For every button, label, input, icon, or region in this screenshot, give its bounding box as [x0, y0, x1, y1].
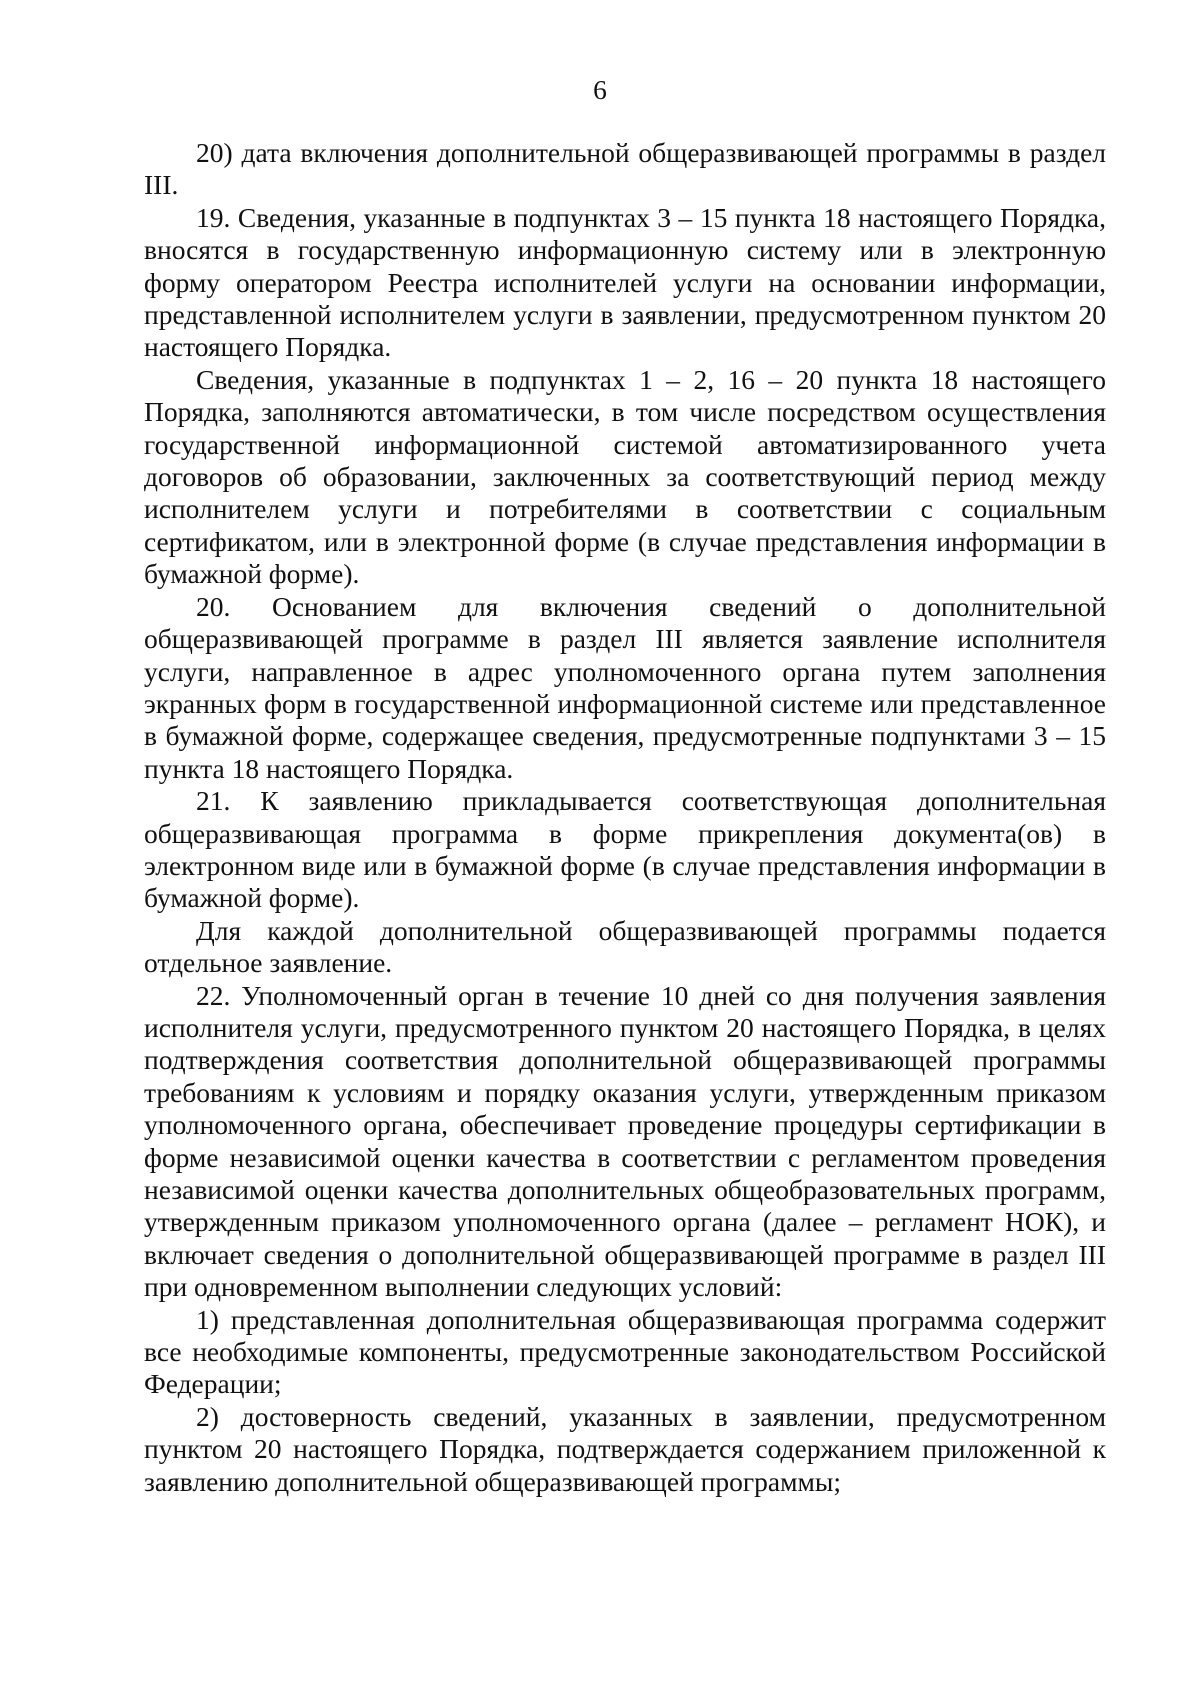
- document-body: [144, 137, 1106, 1498]
- paragraph-20: 20. Основанием для включения сведений о дополнительной общеразвивающей программе в раздел III является заявление исполнителя услуги, направленное в адрес уполномоченного органа путем заполнения экранных форм в государственной информационной системе или представленное в бумажной форме, содержащее сведения, предусмотренные подпунктами 3 – 15 пункта 18 настоящего Порядка.: [144, 590, 1106, 784]
- paragraph-item-20: 20) дата включения дополнительной общеразвивающей программы в раздел III.: [144, 137, 1106, 201]
- paragraph-19-details: Сведения, указанные в подпунктах 1 – 2, 16 – 20 пункта 18 настоящего Порядка, заполняются автоматически, в том числе посредством осуществления государственной информационной системой автоматизированного учета договоров об образовании, заключенных за соответствующий период между исполнителем услуги и потребителями в соответствии с социальным сертификатом, или в электронной форме (в случае представления информации в бумажной форме).: [144, 363, 1106, 590]
- paragraph-22-condition-2: 2) достоверность сведений, указанных в заявлении, предусмотренном пунктом 20 настоящего Порядка, подтверждается содержанием приложенной к заявлению дополнительной общеразвивающей программы;: [144, 1400, 1106, 1497]
- paragraph-22: 22. Уполномоченный орган в течение 10 дней со дня получения заявления исполнителя услуги, предусмотренного пунктом 20 настоящего Порядка, в целях подтверждения соответствия дополнительной общеразвивающей программы требованиям к условиям и порядку оказания услуги, утвержденным приказом уполномоченного органа, обеспечивает проведение процедуры сертификации в форме независимой оценки качества в соответствии с регламентом проведения независимой оценки качества дополнительных общеобразовательных программ, утвержденным приказом уполномоченного органа (далее – регламент НОК), и включает сведения о дополнительной общеразвивающей программе в раздел III при одновременном выполнении следующих условий:: [144, 979, 1106, 1303]
- paragraph-21: 21. К заявлению прикладывается соответствующая дополнительная общеразвивающая программа в форме прикрепления документа(ов) в электронном виде или в бумажной форме (в случае представления информации в бумажной форме).: [144, 785, 1106, 914]
- paragraph-21-details: Для каждой дополнительной общеразвивающей программы подается отдельное заявление.: [144, 914, 1106, 979]
- page-number: 6: [593, 74, 607, 105]
- paragraph-19: 19. Сведения, указанные в подпунктах 3 – 15 пункта 18 настоящего Порядка, вносятся в государственную информационную систему или в электронную форму оператором Реестра исполнителей услуги на основании информации, представленной исполнителем услуги в заявлении, предусмотренном пунктом 20 настоящего Порядка.: [144, 201, 1106, 363]
- paragraph-22-condition-1: 1) представленная дополнительная общеразвивающая программа содержит все необходимые компоненты, предусмотренные законодательством Российской Федерации;: [144, 1303, 1106, 1400]
